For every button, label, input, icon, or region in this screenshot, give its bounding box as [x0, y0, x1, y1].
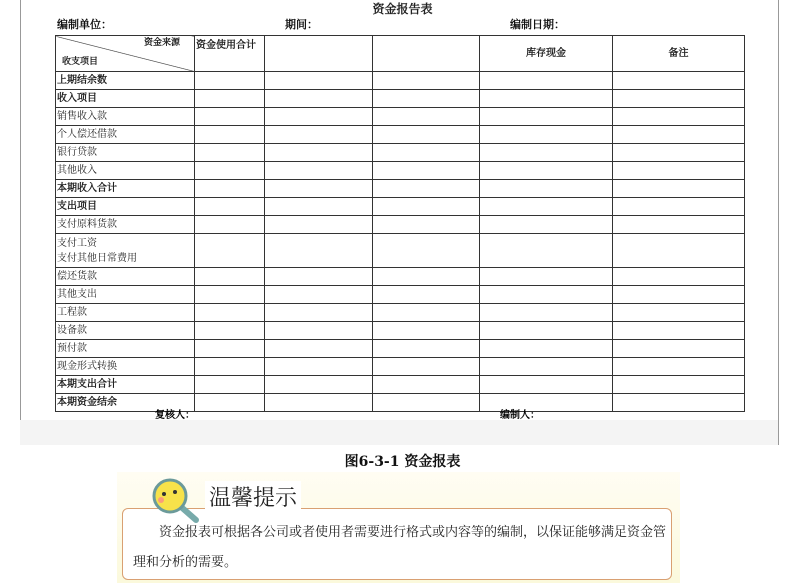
table-cell — [265, 108, 373, 126]
table-cell — [265, 144, 373, 162]
table-cell — [373, 376, 480, 394]
table-row — [56, 268, 745, 286]
tip-text: 资金报表可根据各公司或者使用者需要进行格式或内容等的编制，以保证能够满足资金管理和分析的需要。 — [133, 525, 667, 570]
table-cell — [613, 394, 745, 412]
table-cell — [265, 340, 373, 358]
table-cell — [265, 268, 373, 286]
table-cell — [373, 180, 480, 198]
table-cell — [480, 72, 613, 90]
table-cell — [373, 144, 480, 162]
report-title: 资金报告表 — [372, 2, 433, 16]
blank-header-2 — [373, 36, 480, 72]
table-cell — [195, 162, 265, 180]
table-cell — [613, 162, 745, 180]
table-cell — [613, 304, 745, 322]
table-cell — [480, 304, 613, 322]
table-row — [56, 198, 745, 216]
table-cell — [195, 358, 265, 376]
table-cell — [373, 394, 480, 412]
row-label-text: 本期资金结余 — [57, 397, 117, 408]
table-cell — [480, 126, 613, 144]
table-cell — [195, 376, 265, 394]
table-cell — [195, 234, 265, 268]
table-row — [56, 144, 745, 162]
table-cell — [195, 322, 265, 340]
table-cell — [480, 268, 613, 286]
table-cell — [195, 340, 265, 358]
row-label — [56, 234, 195, 268]
table-cell — [195, 108, 265, 126]
table-cell — [480, 340, 613, 358]
table-row — [56, 180, 745, 198]
row-label — [56, 180, 195, 198]
table-cell — [613, 234, 745, 268]
row-label-text: 收入项目 — [57, 93, 97, 104]
row-label — [56, 162, 195, 180]
table-cell — [613, 90, 745, 108]
row-label — [56, 144, 195, 162]
unit-label: 编制单位： — [57, 18, 112, 31]
blank-header-1 — [265, 36, 373, 72]
row-label-text: 销售收入款 — [57, 111, 107, 122]
row-label — [56, 72, 195, 90]
table-cell — [480, 216, 613, 234]
table-cell — [373, 198, 480, 216]
table-cell — [265, 304, 373, 322]
row-label — [56, 304, 195, 322]
table-cell — [195, 180, 265, 198]
table-cell — [480, 358, 613, 376]
table-cell — [195, 268, 265, 286]
table-cell — [373, 162, 480, 180]
table-cell — [480, 286, 613, 304]
table-row — [56, 286, 745, 304]
table-cell — [373, 268, 480, 286]
table-cell — [265, 90, 373, 108]
row-label — [56, 216, 195, 234]
diagonal-header-cell — [56, 36, 195, 72]
table-cell — [613, 340, 745, 358]
fund-report-table — [55, 35, 745, 412]
table-row — [56, 126, 745, 144]
row-label-text: 其他收入 — [57, 165, 97, 176]
row-label — [56, 358, 195, 376]
table-row — [56, 90, 745, 108]
table-cell — [480, 162, 613, 180]
row-label — [56, 90, 195, 108]
table-cell — [195, 304, 265, 322]
table-header-row — [56, 36, 745, 72]
table-cell — [265, 162, 373, 180]
row-label — [56, 126, 195, 144]
table-cell — [613, 198, 745, 216]
table-row — [56, 376, 745, 394]
table-cell — [195, 198, 265, 216]
table-cell — [613, 376, 745, 394]
table-cell — [613, 268, 745, 286]
table-cell — [265, 72, 373, 90]
row-label-text: 银行贷款 — [57, 147, 97, 158]
table-row — [56, 304, 745, 322]
table-cell — [613, 286, 745, 304]
fund-source-header: 资金来源 — [143, 38, 180, 48]
table-cell — [195, 394, 265, 412]
table-cell — [373, 126, 480, 144]
row-label-text: 设备款 — [57, 325, 87, 336]
row-label — [56, 286, 195, 304]
table-cell — [480, 144, 613, 162]
table-cell — [265, 322, 373, 340]
figure-caption: 图6-3-1 资金报表 — [344, 454, 461, 470]
row-label — [56, 108, 195, 126]
row-label-text: 支付工资 — [57, 237, 97, 249]
table-row — [56, 162, 745, 180]
table-cell — [613, 180, 745, 198]
table-cell — [480, 198, 613, 216]
reviewer-label: 复核人： — [155, 410, 195, 421]
table-cell — [195, 126, 265, 144]
date-label: 编制日期： — [510, 18, 565, 31]
period-label: 期间： — [285, 18, 318, 31]
table-cell — [613, 216, 745, 234]
cash-header: 库存现金 — [480, 36, 613, 72]
table-cell — [373, 216, 480, 234]
table-cell — [195, 144, 265, 162]
table-cell — [613, 144, 745, 162]
table-cell — [480, 90, 613, 108]
table-cell — [373, 286, 480, 304]
table-cell — [373, 304, 480, 322]
table-cell — [265, 394, 373, 412]
table-row — [56, 234, 745, 268]
table-cell — [480, 376, 613, 394]
row-label-text: 上期结余数 — [57, 75, 107, 86]
table-cell — [480, 180, 613, 198]
row-label-text: 预付款 — [57, 343, 87, 354]
row-label-text: 现金形式转换 — [57, 361, 117, 372]
remarks-header: 备注 — [613, 36, 745, 72]
table-row — [56, 358, 745, 376]
table-cell — [373, 322, 480, 340]
table-cell — [613, 72, 745, 90]
row-label-text: 偿还货款 — [57, 271, 97, 282]
table-cell — [195, 90, 265, 108]
table-cell — [373, 108, 480, 126]
row-label-text: 支出项目 — [57, 201, 97, 212]
row-label — [56, 268, 195, 286]
table-cell — [265, 358, 373, 376]
table-cell — [195, 72, 265, 90]
row-label — [56, 322, 195, 340]
table-cell — [265, 198, 373, 216]
row-label — [56, 198, 195, 216]
table-row — [56, 72, 745, 90]
table-cell — [613, 358, 745, 376]
table-cell — [613, 322, 745, 340]
table-cell — [195, 286, 265, 304]
table-row — [56, 108, 745, 126]
total-usage-header: 资金使用合计 — [195, 36, 265, 72]
table-cell — [265, 180, 373, 198]
row-label — [56, 340, 195, 358]
table-cell — [265, 216, 373, 234]
table-cell — [373, 234, 480, 268]
row-label-text: 个人偿还借款 — [57, 129, 117, 140]
row-label-text: 其他支出 — [57, 289, 97, 300]
table-cell — [480, 322, 613, 340]
table-cell — [613, 108, 745, 126]
table-row — [56, 216, 745, 234]
table-cell — [373, 72, 480, 90]
table-cell — [265, 126, 373, 144]
table-cell — [265, 376, 373, 394]
table-row — [56, 322, 745, 340]
row-label-text: 本期收入合计 — [57, 183, 117, 194]
row-label-text: 支付原料货款 — [57, 219, 117, 230]
table-row — [56, 340, 745, 358]
row-label-text: 工程款 — [57, 307, 87, 318]
row-label-text: 本期支出合计 — [57, 379, 117, 390]
table-cell — [373, 340, 480, 358]
table-cell — [373, 90, 480, 108]
row-label — [56, 376, 195, 394]
table-cell — [265, 286, 373, 304]
frame-band — [20, 420, 778, 445]
table-cell — [373, 358, 480, 376]
row-label-text-2: 支付其他日常费用 — [57, 252, 137, 264]
tip-title: 温馨提示 — [205, 481, 301, 512]
item-header: 收支项目 — [62, 57, 99, 67]
table-cell — [265, 234, 373, 268]
table-cell — [195, 216, 265, 234]
preparer-label: 编制人： — [500, 410, 540, 421]
table-cell — [480, 234, 613, 268]
table-cell — [480, 108, 613, 126]
table-cell — [613, 126, 745, 144]
